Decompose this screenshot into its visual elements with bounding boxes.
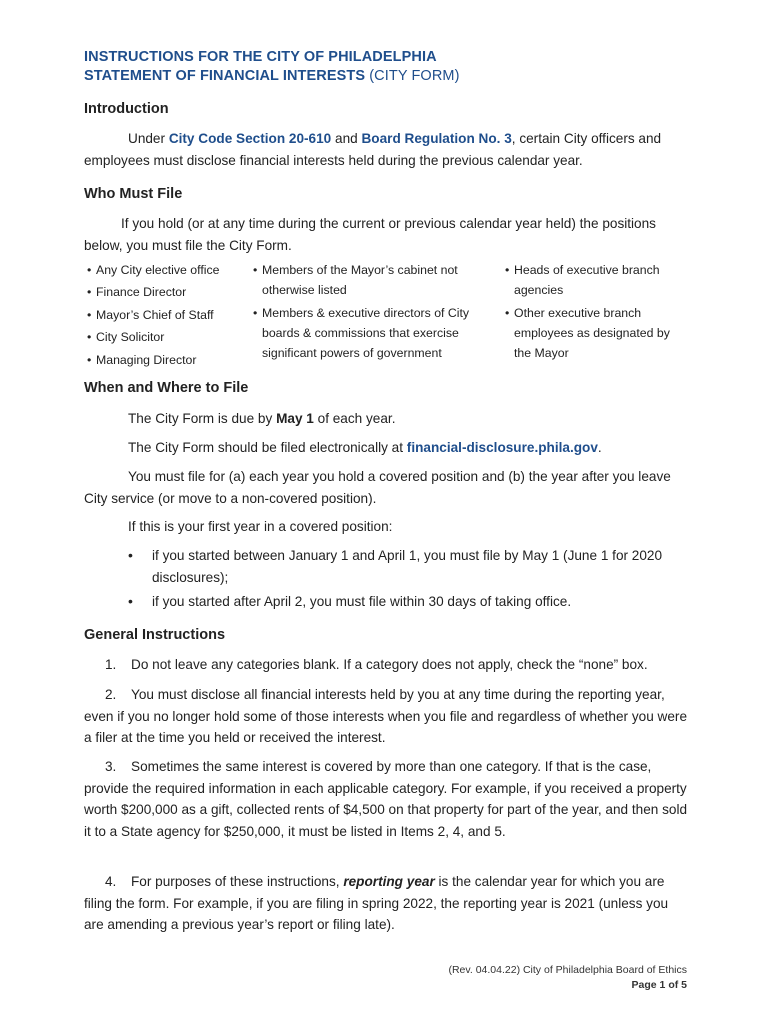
item-text: Sometimes the same interest is covered by more than one category. If that is the case, provide the required information in each applicable category. For example, if you received a property worth $200,000 as a gift, collected rents of $4,500 on that property for part of the year, and then sold it to a State agency for $250,000, it must be listed in Items 2, 4, and 5. [84,759,688,839]
positions-column-2 [250,260,490,366]
intro-post: , certain City officers and employees must disclose financial interests held during the previous calendar year. [84,131,662,168]
position-item: • Members of the Mayor’s cabinet not otherwise listed [250,260,490,300]
due-pre: The City Form is due by [128,411,277,426]
position-item: • Any City elective office [84,260,249,280]
board-regulation-link[interactable]: Board Regulation No. 3 [361,131,512,146]
filed-pre: The City Form should be filed electronically at [128,440,407,455]
position-item: • City Solicitor [84,327,249,347]
due-date: May 1 [276,411,314,426]
title-line-2 [84,67,460,86]
position-item: • Other executive branch employees as designated by the Mayor [502,303,682,363]
title-line-2-suffix: (CITY FORM) [365,68,460,84]
page-number: Page 1 of 5 [631,979,687,991]
general-instructions-heading: General Instructions [84,627,226,643]
filing-location-paragraph [84,437,690,459]
first-year-bullet: • if you started between January 1 and April 1, you must file by May 1 (June 1 for 2020 disclosures); [152,545,692,588]
when-where-heading: When and Where to File [84,380,249,396]
title-line-1: INSTRUCTIONS FOR THE CITY OF PHILADELPHIA [84,49,437,65]
introduction-paragraph [84,128,690,171]
instruction-item-1 [84,654,690,676]
item-text: Do not leave any categories blank. If a category does not apply, check the “none” box. [131,657,648,672]
item-number: 1. [105,657,117,672]
item-text: is the calendar year for which you are filing the form. For example, if you are filing in spring 2022, the reporting year is 2021 (unless you are amending a previous year’s report or filing late). [84,874,669,932]
position-item: • Finance Director [84,282,249,302]
must-file-paragraph: You must file for (a) each year you hold a covered position and (b) the year after you leave City service (or move to a non-covered position). [84,469,671,506]
who-must-file-heading: Who Must File [84,186,183,202]
item-number: 4. [105,874,117,889]
instruction-item-2 [84,684,690,749]
position-item: • Heads of executive branch agencies [502,260,682,300]
first-year-bullet: • if you started after April 2, you must file within 30 days of taking office. [152,591,692,613]
financial-disclosure-link[interactable]: financial-disclosure.phila.gov [406,440,598,455]
intro-pre: Under [128,131,169,146]
position-item: • Managing Director [84,350,249,370]
item-number: 2. [105,687,117,702]
intro-mid: and [331,131,362,146]
positions-column-3 [502,260,682,366]
item-text: For purposes of these instructions, [131,874,344,889]
introduction-heading: Introduction [84,101,169,117]
document-title [84,48,460,86]
title-line-2-main: STATEMENT OF FINANCIAL INTERESTS [84,68,366,84]
reporting-year-term: reporting year [343,874,435,889]
instruction-item-4 [84,871,690,936]
item-number: 3. [105,759,117,774]
positions-column-1 [84,260,249,372]
filed-post: . [597,440,602,455]
position-item: • Mayor’s Chief of Staff [84,305,249,325]
due-date-paragraph [84,408,690,430]
instruction-item-3 [84,756,690,842]
city-code-link[interactable]: City Code Section 20-610 [168,131,332,146]
position-item: • Members & executive directors of City boards & commissions that exercise significant powers of government [250,303,490,363]
item-text: You must disclose all financial interests held by you at any time during the reporting year, even if you no longer hold some of those interests when you file and regardless of whether you were a filer at the time you held or received the interest. [84,687,688,745]
due-post: of each year. [313,411,396,426]
page-footer [448,963,687,993]
first-year-paragraph: If this is your first year in a covered position: [128,519,393,534]
revision-note: (Rev. 04.04.22) City of Philadelphia Board of Ethics [448,964,687,976]
who-must-file-paragraph: If you hold (or at any time during the current or previous calendar year held) the positions below, you must file the City Form. [84,216,656,253]
